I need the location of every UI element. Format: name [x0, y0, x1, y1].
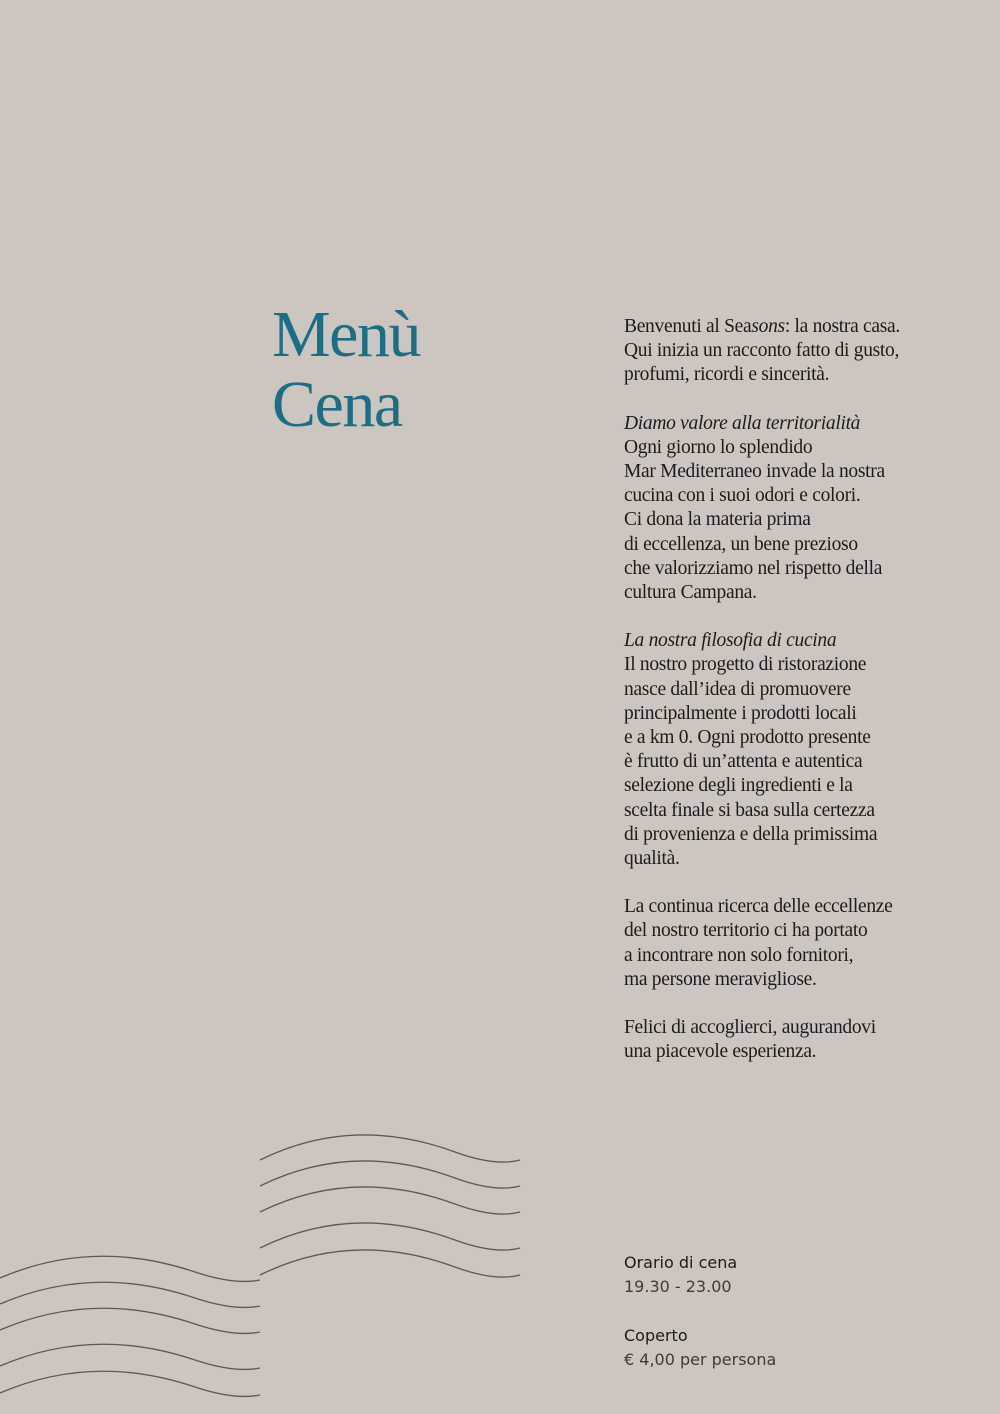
welcome-text-start: Benvenuti al Sea — [624, 316, 752, 337]
territory-line: Ogni giorno lo splendido — [624, 436, 813, 458]
philosophy-line: qualità. — [624, 848, 680, 870]
wave-line-upper-4 — [260, 1223, 520, 1250]
philosophy-line: e a km 0. Ogni prodotto presente — [624, 727, 871, 749]
wave-line-upper-5 — [260, 1250, 520, 1277]
wave-line-lower-5 — [0, 1371, 260, 1396]
wave-line-lower-3 — [0, 1308, 260, 1333]
welcome-paragraph — [624, 315, 964, 388]
territory-heading: Diamo valore alla territorialità — [624, 412, 861, 434]
menu-title-line-2: Cena — [272, 368, 402, 441]
philosophy-paragraph — [624, 629, 964, 871]
dinner-hours-label: Orario di cena — [624, 1253, 738, 1272]
research-line: del nostro territorio ci ha portato — [624, 920, 868, 942]
philosophy-line: Il nostro progetto di ristorazione — [624, 654, 867, 676]
philosophy-line: principalmente i prodotti locali — [624, 702, 857, 724]
territory-line: Mar Mediterraneo invade la nostra — [624, 461, 885, 483]
intro-text — [624, 315, 964, 1088]
closing-line: una piacevole esperienza. — [624, 1041, 817, 1063]
research-paragraph — [624, 895, 964, 992]
philosophy-line: di provenienza e della primissima — [624, 823, 878, 845]
research-line: La continua ricerca delle eccellenze — [624, 896, 893, 918]
territory-paragraph — [624, 412, 964, 606]
welcome-text-end: : la nostra casa. — [784, 316, 900, 337]
wave-line-lower-1 — [0, 1256, 260, 1281]
wave-line-lower-4 — [0, 1344, 260, 1369]
wave-line-upper-2 — [260, 1161, 520, 1188]
philosophy-heading: La nostra filosofia di cucina — [624, 630, 837, 652]
research-line: a incontrare non solo fornitori, — [624, 944, 854, 966]
research-line: ma persone meravigliose. — [624, 968, 817, 990]
cover-charge — [624, 1324, 924, 1372]
territory-line: di eccellenza, un bene prezioso — [624, 533, 858, 555]
menu-title-line-1: Menù — [272, 298, 420, 371]
welcome-text-italic: sons — [751, 316, 785, 337]
cover-charge-label: Coperto — [624, 1326, 688, 1345]
cover-charge-value: € 4,00 per persona — [624, 1350, 777, 1369]
territory-line: che valorizziamo nel rispetto della — [624, 557, 883, 579]
welcome-line: profumi, ricordi e sincerità. — [624, 364, 830, 386]
wave-line-upper-3 — [260, 1187, 520, 1214]
philosophy-line: nasce dall’idea di promuovere — [624, 678, 851, 700]
wave-line-upper-1 — [260, 1135, 520, 1162]
closing-paragraph — [624, 1016, 964, 1064]
dinner-hours — [624, 1251, 924, 1299]
welcome-line: Qui inizia un racconto fatto di gusto, — [624, 340, 900, 362]
philosophy-line: selezione degli ingredienti e la — [624, 775, 853, 797]
wave-line-lower-2 — [0, 1282, 260, 1307]
philosophy-line: scelta finale si basa sulla certezza — [624, 799, 875, 821]
philosophy-line: è frutto di un’attenta e autentica — [624, 751, 863, 773]
territory-line: cultura Campana. — [624, 582, 757, 604]
territory-line: cucina con i suoi odori e colori. — [624, 485, 861, 507]
closing-line: Felici di accoglierci, augurandovi — [624, 1017, 876, 1039]
territory-line: Ci dona la materia prima — [624, 509, 811, 531]
welcome-first-line — [624, 315, 964, 339]
dinner-hours-value: 19.30 - 23.00 — [624, 1277, 732, 1296]
wave-lines — [0, 1135, 520, 1397]
